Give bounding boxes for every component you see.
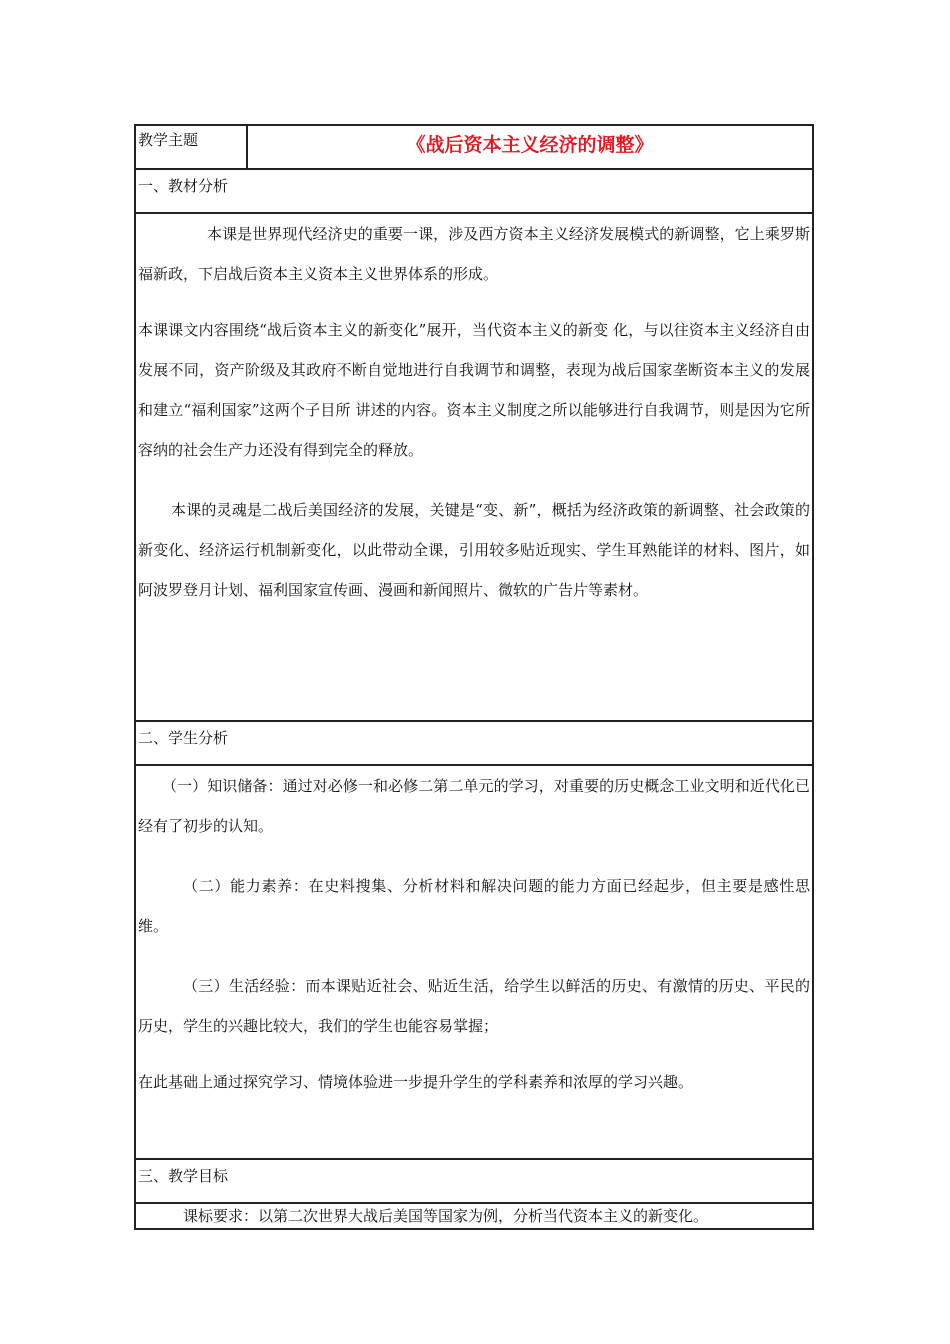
section-body-textbook-analysis [135, 213, 813, 721]
section-body-teaching-goals [135, 1203, 813, 1229]
section-header-row [135, 169, 813, 213]
topic-label: 教学主题 [135, 125, 247, 169]
spacer [138, 1046, 810, 1062]
section-body-row [135, 765, 813, 1159]
topic-row [135, 125, 813, 169]
section-body-row [135, 213, 813, 721]
section-header-row [135, 1159, 813, 1203]
section-body-student-analysis [135, 765, 813, 1159]
spacer [138, 470, 810, 490]
spacer [138, 294, 810, 310]
section-heading-textbook-analysis: 一、教材分析 [135, 169, 813, 213]
paragraph: 本课的灵魂是二战后美国经济的发展，关键是“变、新”，概括为经济政策的新调整、社会政策的新变化、经济运行机制新变化，以此带动全课，引用较多贴近现实、学生耳熟能详的材料、图片，如阿波罗登月计划、福利国家宣传画、漫画和新闻照片、微软的广告片等素材。 [138, 501, 810, 599]
paragraph: 本课是世界现代经济史的重要一课，涉及西方资本主义经济发展模式的新调整，它上乘罗斯福新政，下启战后资本主义资本主义世界体系的形成。 [138, 225, 810, 283]
paragraph: 课标要求：以第二次世界大战后美国等国家为例，分析当代资本主义的新变化。 [183, 1207, 709, 1225]
section-heading-student-analysis: 二、学生分析 [135, 721, 813, 765]
paragraph: 本课课文内容围绕“战后资本主义的新变化”展开，当代资本主义的新变 化，与以往资本主义经济自由发展不同，资产阶级及其政府不断自觉地进行自我调节和调整，表现为战后国家垄断资本主义的发展和建立“福利国家”这两个子目所 讲述的内容。资本主义制度之所以能够进行自我调节，则是因为它所容纳的社会生产力还没有得到完全的释放。 [138, 321, 810, 459]
section-body-row [135, 1203, 813, 1229]
spacer [138, 946, 810, 966]
paragraph: （一）知识储备：通过对必修一和必修二第二单元的学习，对重要的历史概念工业文明和近代化已经有了初步的认知。 [138, 777, 810, 835]
section-heading-teaching-goals: 三、教学目标 [135, 1159, 813, 1203]
lesson-plan-table [134, 124, 814, 1230]
paragraph: （三）生活经验：而本课贴近社会、贴近生活，给学生以鲜活的历史、有激情的历史、平民的历史，学生的兴趣比较大，我们的学生也能容易掌握； [138, 977, 810, 1035]
spacer [138, 846, 810, 866]
paragraph: （二）能力素养：在史料搜集、分析材料和解决问题的能力方面已经起步，但主要是感性思维。 [138, 877, 810, 935]
paragraph: 在此基础上通过探究学习、情境体验进一步提升学生的学科素养和浓厚的学习兴趣。 [138, 1073, 694, 1091]
section-header-row [135, 721, 813, 765]
lesson-title: 《战后资本主义经济的调整》 [247, 125, 813, 169]
